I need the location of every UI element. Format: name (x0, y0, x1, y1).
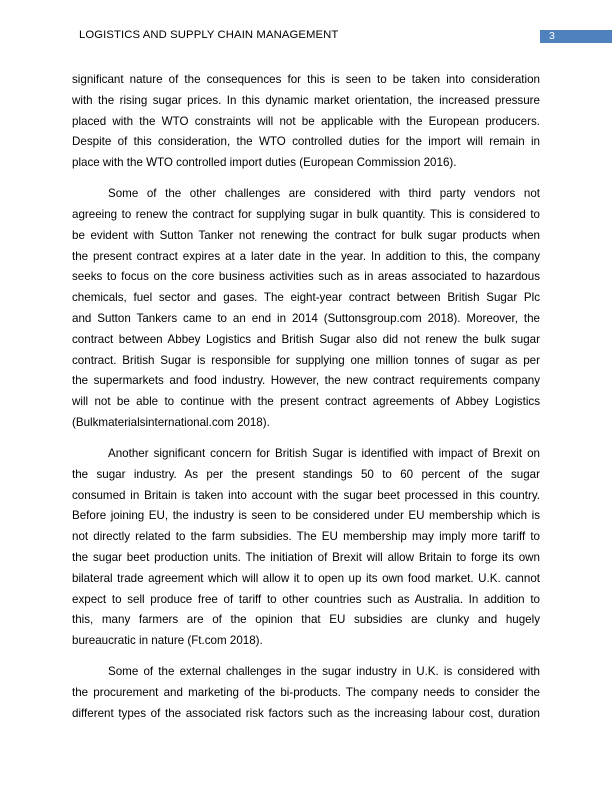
text-line: this, many farmers are of the opinion that EU subsidies are clunky and hugely (72, 613, 540, 627)
text-line: Some of the external challenges in the sugar industry in U.K. is considered with (108, 665, 540, 679)
document-body (72, 70, 540, 735)
text-line: agreeing to renew the contract for supplying sugar in bulk quantity. This is considered to (72, 207, 540, 221)
text-line: placed with the WTO constraints will not be applicable with the European producers. (72, 114, 540, 128)
text-line: the sugar industry. As per the present standings 50 to 60 percent of the sugar (72, 467, 540, 481)
running-header: LOGISTICS AND SUPPLY CHAIN MANAGEMENT (79, 29, 339, 41)
text-line: different types of the associated risk factors such as the increasing labour cost, duration (72, 706, 540, 720)
text-line: the sugar beet production units. The initiation of Brexit will allow Britain to forge its own (72, 550, 540, 564)
text-line: Some of the other challenges are considered with third party vendors not (108, 187, 540, 201)
text-line: Before joining EU, the industry is seen to be considered under EU membership which is (72, 509, 540, 523)
text-line: be evident with Sutton Tanker not renewing the contract for bulk sugar products when (72, 228, 540, 242)
paragraph (72, 662, 540, 724)
text-line: contract. British Sugar is responsible for supplying one million tonnes of sugar as per (72, 353, 540, 367)
text-line: contract between Abbey Logistics and British Sugar also did not renew the bulk sugar (72, 332, 540, 346)
text-line: (Bulkmaterialsinternational.com 2018). (72, 415, 270, 429)
text-line: expect to sell produce free of tariff to other countries such as Australia. In addition to (72, 592, 540, 606)
text-line: the procurement and marketing of the bi-products. The company needs to consider the (72, 685, 540, 699)
text-line: bilateral trade agreement which will allow it to open up its own food market. U.K. cannot (72, 571, 540, 585)
text-line: consumed in Britain is taken into account with the sugar beet processed in this country. (72, 488, 540, 502)
text-line: and Sutton Tankers came to an end in 2014 (Suttonsgroup.com 2018). Moreover, the (72, 311, 540, 325)
paragraph (72, 70, 540, 174)
page-number: 3 (540, 30, 612, 43)
text-line: place with the WTO controlled import duties (European Commission 2016). (72, 156, 457, 170)
paragraph (72, 184, 540, 434)
text-line: with the rising sugar prices. In this dynamic market orientation, the increased pressure (72, 93, 540, 107)
text-line: Another significant concern for British Sugar is identified with impact of Brexit on (108, 446, 540, 460)
text-line: chemicals, fuel sector and gases. The eight-year contract between British Sugar Plc (72, 291, 540, 305)
text-line: significant nature of the consequences for this is seen to be taken into consideration (72, 73, 540, 86)
paragraph (72, 444, 540, 652)
text-line: not directly related to the farm subsidies. The EU membership may imply more tariff to (72, 530, 540, 544)
text-line: bureaucratic in nature (Ft.com 2018). (72, 634, 263, 648)
text-line: the present contract expires at a later date in the year. In addition to this, the company (72, 249, 540, 263)
text-line: Despite of this consideration, the WTO controlled duties for the import will remain in (72, 135, 540, 149)
text-line: will not be able to continue with the present contract agreements of Abbey Logistics (72, 395, 540, 409)
text-line: seeks to focus on the core business activities such as in areas associated to hazardous (72, 270, 540, 284)
text-line: the supermarkets and food industry. However, the new contract requirements company (72, 374, 540, 388)
